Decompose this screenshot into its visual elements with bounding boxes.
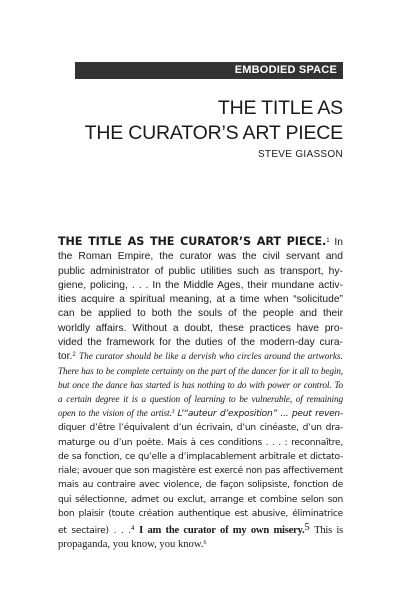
footnote-ref: 6 — [203, 540, 207, 547]
french-quote-line: bon plaisir (toute création authentique est abusive, éliminatrice — [58, 508, 343, 519]
body-line: public administrator of public utilities such as transport, hy- — [58, 265, 343, 277]
body-line: the Roman Empire, the curator was the civil servant and — [58, 251, 343, 263]
body-line: open to the vision of the artist.$^3$ L’“auteur d’exposition” ... peut reven- — [58, 409, 343, 420]
french-quote-line: maturge ou d’un poète. Mais à ces conditions . . . : reconnaître, — [58, 437, 343, 448]
french-quote-line: diquer d’être l’équivalent d’un écrivain, d’un cinéaste, d’un dra- — [58, 423, 343, 434]
footnote-ref: 5 — [304, 521, 310, 533]
article-title — [43, 96, 343, 146]
french-quote: L’“auteur d’exposition” ... peut reven- — [177, 409, 343, 420]
body-line: giene, policing, . . . In the Middle Ages, their mundane activ- — [58, 279, 343, 291]
title-line-1: THE TITLE AS — [217, 97, 343, 119]
bold-quote: I am the curator of my own misery. — [139, 524, 305, 536]
italic-quote-line: but once the dance has started is has nothing to do with power or control. To — [58, 380, 343, 391]
french-quote-line: riale; avouer que son magistère est exercé non pas affectivement — [58, 466, 343, 477]
body-line: et sectaire) . . .$^4$ I am the curator of my own misery.$^5$ This is — [58, 521, 343, 536]
section-heading: THE TITLE AS THE CURATOR’S ART PIECE. — [58, 235, 327, 248]
body-line: vided the framework for the duties of the modern-day cura- — [58, 337, 343, 349]
body-line: propaganda, you know, you know.$^6$ — [58, 539, 207, 551]
french-quote-line: qui sélectionne, admet ou exclut, arrange et combine selon son — [58, 494, 343, 505]
body-line: THE TITLE AS THE CURATOR’S ART PIECE.$^1$ In — [58, 235, 343, 248]
body-line: can be applied to both the souls of the people and their — [58, 308, 343, 320]
article-body — [58, 235, 343, 553]
footnote-ref: 4 — [130, 524, 135, 532]
body-line: worldly affairs. Without a doubt, these practices have pro- — [58, 322, 343, 334]
footnote-ref: 2 — [72, 352, 76, 359]
french-quote-line: de sa fonction, ce qu’elle a d’implacablement arbitrale et dictato- — [58, 451, 343, 462]
italic-quote: The curator should be like a dervish who circles around the artworks. — [78, 352, 343, 363]
author-name: STEVE GIASSON — [257, 149, 343, 160]
body-line: ities acquire a spiritual meaning, at a time when “solicitude” — [58, 294, 343, 306]
body-line: tor.$^2$ The curator should be like a dervish who circles around the artworks. — [58, 351, 343, 363]
footnote-ref: 3 — [171, 409, 175, 416]
footnote-ref: 1 — [326, 238, 330, 244]
italic-quote-line: a certain degree it is a question of learning to be vulnerable, of remaining — [58, 395, 343, 406]
title-line-2: THE CURATOR’S ART PIECE — [84, 122, 343, 144]
italic-quote-line: There has to be complete certainty on the part of the dancer for it all to begin, — [58, 366, 343, 377]
section-label: EMBODIED SPACE — [75, 62, 343, 79]
french-quote-line: mais au contraire avec violence, de façon solipsiste, fonction de — [58, 480, 343, 491]
